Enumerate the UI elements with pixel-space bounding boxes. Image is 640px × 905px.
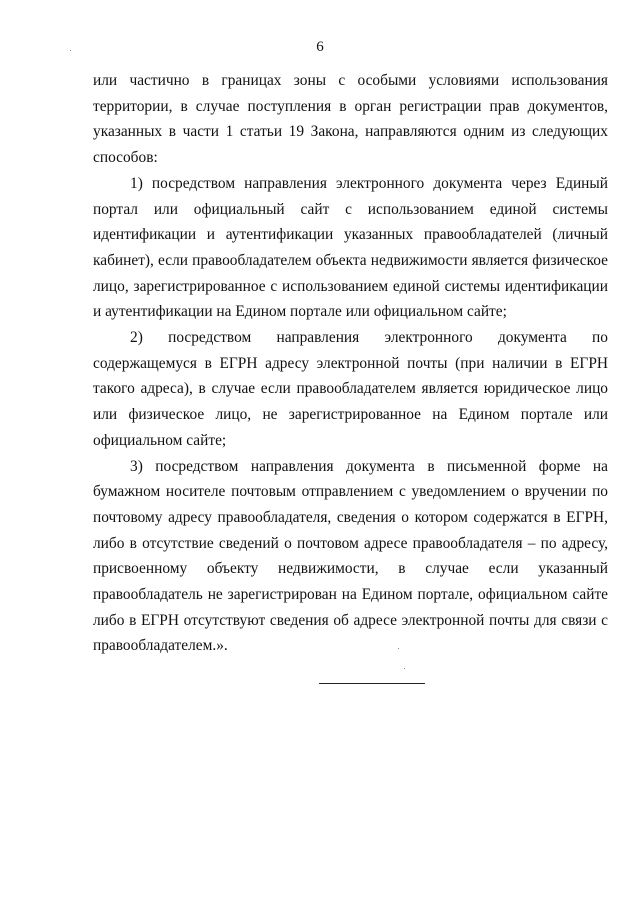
scan-speck: [404, 668, 405, 669]
document-body: [93, 68, 608, 659]
scan-speck: [398, 648, 399, 649]
paragraph-item-1: 1) посредством направления электронного документа через Единый портал или официальный сайт с использованием единой системы идентификации и аутентификации указанных правообладателей (личный кабинет), если правообладателем объекта недвижимости является физическое лицо, зарегистрированное с использованием единой системы идентификации и аутентификации на Едином портале или официальном сайте;: [93, 174, 608, 321]
paragraph-item-3: 3) посредством направления документа в письменной форме на бумажном носителе почтовым отправлением с уведомлением о вручении по почтовому адресу правообладателя, сведения о котором содержатся в ЕГРН, либо в отсутствие сведений о почтовом адресе правообладателя – по адресу, присвоенному объекту недвижимости, в случае если указанный правообладатель не зарегистрирован на Едином портале, официальном сайте либо в ЕГРН отсутствуют сведения об адресе электронной почты для связи с правообладателем.».: [93, 457, 608, 655]
paragraph-continuation: или частично в границах зоны с особыми условиями использования территории, в случае поступления в орган регистрации прав документов, указанных в части 1 статьи 19 Закона, направляются одним из следующих способов:: [93, 72, 608, 167]
closing-rule: [319, 683, 425, 684]
scan-speck: [70, 50, 71, 51]
paragraph-item-2: 2) посредством направления электронного документа по содержащемуся в ЕГРН адресу электронной почты (при наличии в ЕГРН такого адреса), в случае если правообладателем является юридическое лицо или физическое лицо, не зарегистрированное на Едином портале или официальном сайте;: [93, 329, 608, 449]
page-number: 6: [316, 39, 324, 55]
